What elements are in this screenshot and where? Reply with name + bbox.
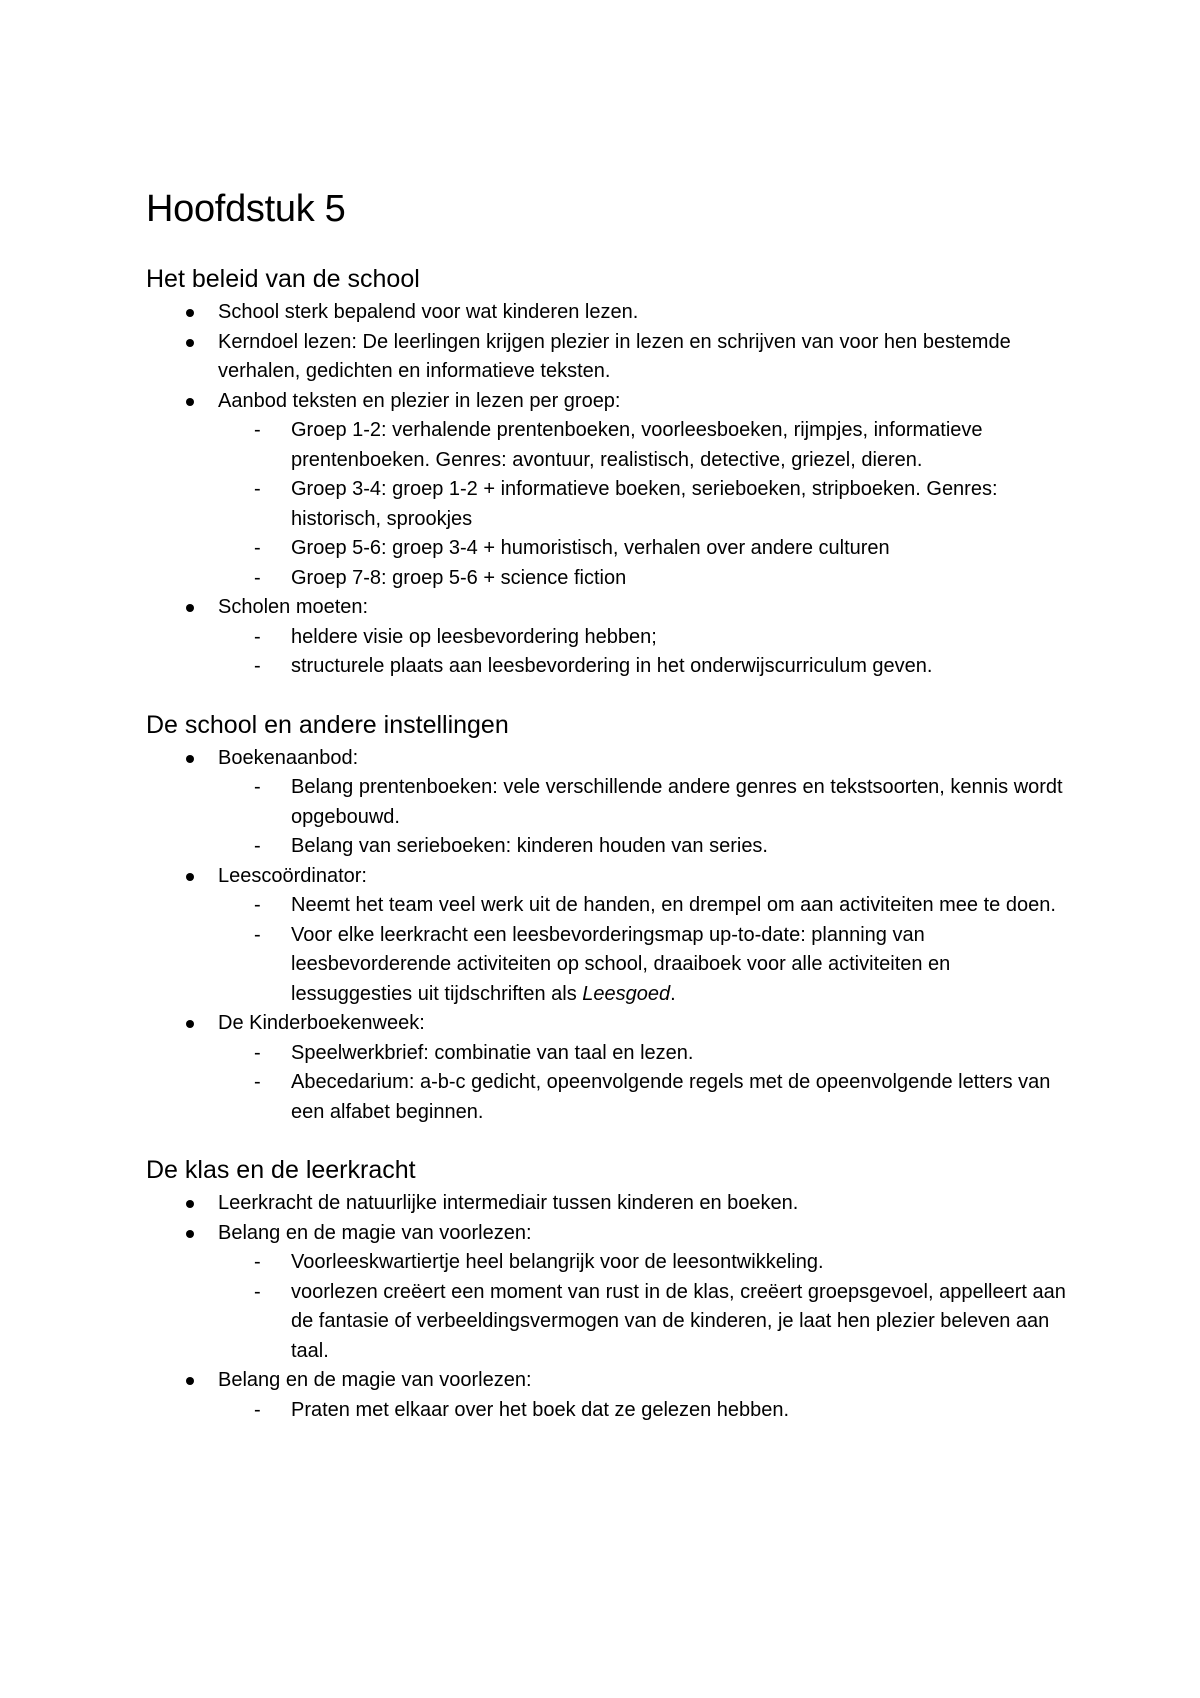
dash-icon: - bbox=[254, 1041, 261, 1064]
bullet-icon bbox=[186, 1020, 194, 1028]
dash-icon: - bbox=[254, 894, 261, 916]
sub-list-item: - Speelwerkbrief: combinatie van taal en lezen. bbox=[218, 1039, 1066, 1069]
sub-list-item: - Neemt het team veel werk uit de handen, en drempel om aan activiteiten mee te doen. bbox=[218, 891, 1066, 921]
list-item: Leerkracht de natuurlijke intermediair tussen kinderen en boeken. bbox=[146, 1189, 1066, 1219]
dash-icon: - bbox=[254, 835, 261, 857]
sub-list-item: - voorlezen creëert een moment van rust in de klas, creëert groepsgevoel, appelleert aan de fantasie of verbeeldingsvermogen van de kinderen, je laat hen plezier beleven aan taal. bbox=[218, 1278, 1066, 1367]
sub-list-item: - Groep 3-4: groep 1-2 + informatieve boeken, serieboeken, stripboeken. Genres: historisch, sprookjes bbox=[218, 475, 1066, 534]
list-item: De Kinderboekenweek: - Speelwerkbrief: combinatie van taal en lezen. - Abecedarium: a-b-c gedicht, opeenvolgende regels met de opeenvolgende letters van een alfabet beginnen. bbox=[146, 1009, 1066, 1127]
dash-icon: - bbox=[254, 1280, 261, 1303]
bullet-icon bbox=[186, 604, 194, 612]
bullet-list bbox=[146, 298, 1066, 682]
bullet-icon bbox=[186, 1200, 194, 1208]
list-item: Kerndoel lezen: De leerlingen krijgen plezier in lezen en schrijven van voor hen bestemde verhalen, gedichten en informatieve teksten. bbox=[146, 328, 1066, 387]
sub-list-item: - Groep 5-6: groep 3-4 + humoristisch, verhalen over andere culturen bbox=[218, 534, 1066, 564]
dash-icon: - bbox=[254, 478, 261, 500]
bullet-icon bbox=[186, 309, 194, 317]
section-heading: De school en andere instellingen bbox=[146, 710, 509, 739]
sub-list bbox=[218, 1248, 1066, 1366]
bullet-list bbox=[146, 1189, 1066, 1425]
sub-list-item: - heldere visie op leesbevordering hebben; bbox=[218, 623, 1066, 653]
list-item: Belang en de magie van voorlezen: - Voorleeskwartiertje heel belangrijk voor de leesontwikkeling. - voorlezen creëert een moment van rust in de klas, creëert groepsgevoel, appelleert aan de fantasie of verbeeldingsvermogen van de kinderen, je laat hen plezier beleven aan taal. bbox=[146, 1219, 1066, 1367]
dash-icon: - bbox=[254, 776, 261, 798]
page-title: Hoofdstuk 5 bbox=[146, 188, 346, 230]
bullet-icon bbox=[186, 398, 194, 406]
dash-icon: - bbox=[254, 625, 261, 648]
sub-list-item: - Voor elke leerkracht een leesbevorderingsmap up-to-date: planning van leesbevorderende activiteiten op school, draaiboek voor alle activiteiten en lessuggesties uit tijdschriften als Leesgoed. bbox=[218, 921, 1066, 1010]
sub-list bbox=[218, 773, 1066, 862]
bullet-icon bbox=[186, 873, 194, 881]
dash-icon: - bbox=[254, 1251, 261, 1273]
dash-icon: - bbox=[254, 419, 261, 441]
dash-icon: - bbox=[254, 1071, 261, 1093]
magazine-title: Leesgoed bbox=[582, 982, 671, 1005]
dash-icon: - bbox=[254, 923, 261, 946]
sub-list bbox=[218, 891, 1066, 1009]
sub-list-item: - Groep 1-2: verhalende prentenboeken, voorleesboeken, rijmpjes, informatieve prentenboeken. Genres: avontuur, realistisch, detective, griezel, dieren. bbox=[218, 416, 1066, 475]
sub-list-item: - Groep 7-8: groep 5-6 + science fiction bbox=[218, 564, 1066, 594]
section-beleid bbox=[146, 262, 1066, 682]
dash-icon: - bbox=[254, 1398, 261, 1421]
section-heading: Het beleid van de school bbox=[146, 265, 420, 293]
list-item: School sterk bepalend voor wat kinderen lezen. bbox=[146, 298, 1066, 328]
list-item: Boekenaanbod: - Belang prentenboeken: vele verschillende andere genres en tekstsoorten, kennis wordt opgebouwd. - Belang van serieboeken: kinderen houden van series. bbox=[146, 744, 1066, 862]
sub-list-item: - Belang van serieboeken: kinderen houden van series. bbox=[218, 832, 1066, 862]
bullet-icon bbox=[186, 755, 194, 763]
section-heading: De klas en de leerkracht bbox=[146, 1156, 416, 1184]
sub-list-item: - Praten met elkaar over het boek dat ze gelezen hebben. bbox=[218, 1396, 1066, 1426]
list-item: Belang en de magie van voorlezen: - Praten met elkaar over het boek dat ze gelezen hebben. bbox=[146, 1366, 1066, 1425]
bullet-icon bbox=[186, 1230, 194, 1238]
sub-list bbox=[218, 623, 1066, 682]
list-item: Aanbod teksten en plezier in lezen per groep: - Groep 1-2: verhalende prentenboeken, voorleesboeken, rijmpjes, informatieve prentenboeken. Genres: avontuur, realistisch, detective, griezel, dieren. - Groep 3-4: groep 1-2 + informatieve boeken, serieboeken, stripboeken. Genres: historisch, sprookjes - Groep 5-6: groep 3-4 + humoristisch, verhalen over andere culturen - Groep 7-8: groep 5-6 + science fiction bbox=[146, 387, 1066, 594]
sub-list-item: - Abecedarium: a-b-c gedicht, opeenvolgende regels met de opeenvolgende letters van een alfabet beginnen. bbox=[218, 1068, 1066, 1127]
list-item: Scholen moeten: - heldere visie op leesbevordering hebben; - structurele plaats aan leesbevordering in het onderwijscurriculum geven. bbox=[146, 593, 1066, 682]
sub-list bbox=[218, 1039, 1066, 1128]
list-item: Leescoördinator: - Neemt het team veel werk uit de handen, en drempel om aan activiteiten mee te doen. - Voor elke leerkracht een leesbevorderingsmap up-to-date: planning van leesbevorderende activiteiten op school, draaiboek voor alle activiteiten en lessuggesties uit tijdschriften als Leesgoed. bbox=[146, 862, 1066, 1010]
section-instellingen bbox=[146, 708, 1066, 1128]
sub-list-item: - structurele plaats aan leesbevordering in het onderwijscurriculum geven. bbox=[218, 652, 1066, 682]
sub-list bbox=[218, 416, 1066, 593]
bullet-list bbox=[146, 744, 1066, 1128]
bullet-icon bbox=[186, 1377, 194, 1385]
dash-icon: - bbox=[254, 655, 261, 677]
dash-icon: - bbox=[254, 537, 261, 559]
bullet-icon bbox=[186, 339, 194, 347]
sub-list-item: - Voorleeskwartiertje heel belangrijk voor de leesontwikkeling. bbox=[218, 1248, 1066, 1278]
sub-list-item: - Belang prentenboeken: vele verschillende andere genres en tekstsoorten, kennis wordt opgebouwd. bbox=[218, 773, 1066, 832]
section-klas bbox=[146, 1153, 1066, 1425]
dash-icon: - bbox=[254, 566, 261, 589]
document-page bbox=[146, 182, 1066, 1451]
sub-list bbox=[218, 1396, 1066, 1426]
